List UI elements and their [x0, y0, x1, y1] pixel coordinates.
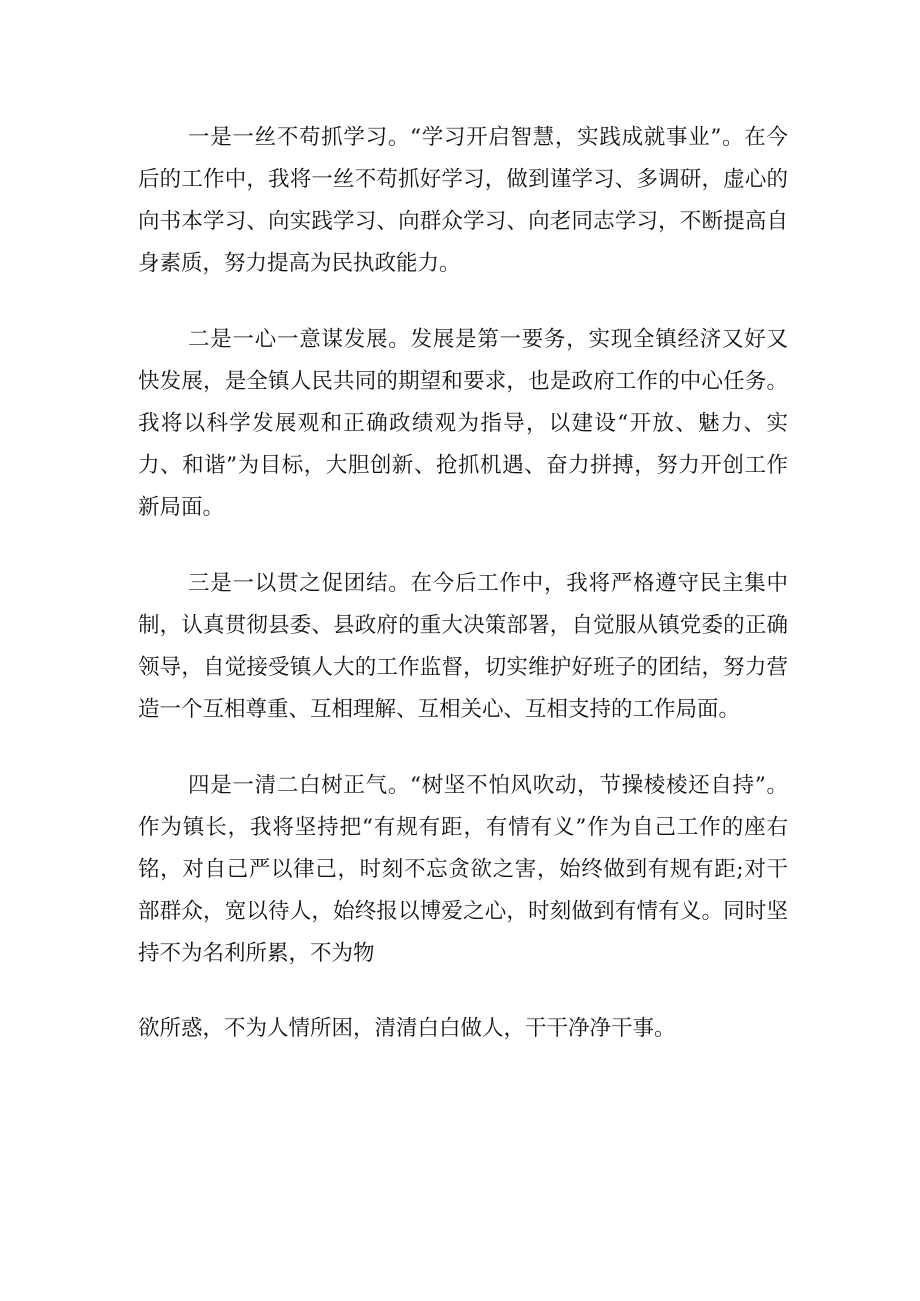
paragraph-gap: [138, 529, 788, 563]
document-body: [138, 117, 788, 1050]
paragraph-integrity: 四是一清二白树正气。“树坚不怕风吹动，节操棱棱还自持”。作为镇长，我将坚持把“有规有距，有情有义”作为自己工作的座右铭，对自己严以律己，时刻不忘贪欲之害，始终做到有规有距;对干部群众，宽以待人，始终报以博爱之心，时刻做到有情有义。同时坚持不为名利所累，不为物: [138, 773, 788, 966]
paragraph-development: 二是一心一意谋发展。发展是第一要务，实现全镇经济又好又快发展，是全镇人民共同的期望和要求，也是政府工作的中心任务。我将以科学发展观和正确政绩观为指导，以建设“开放、魅力、实力、和谐”为目标，大胆创新、抢抓机遇、奋力拼搏，努力开创工作新局面。: [138, 327, 788, 520]
paragraph-gap: [138, 285, 788, 319]
paragraph-study: 一是一丝不苟抓学习。“学习开启智慧，实践成就事业”。在今后的工作中，我将一丝不苟抓好学习，做到谨学习、多调研，虚心的向书本学习、向实践学习、向群众学习、向老同志学习，不断提高自身素质，努力提高为民执政能力。: [138, 125, 788, 276]
paragraph-gap: [138, 975, 788, 1008]
paragraph-gap: [138, 731, 788, 765]
paragraph-integrity-continued: 欲所惑，不为人情所困，清清白白做人，干干净净干事。: [138, 1016, 676, 1041]
paragraph-unity: 三是一以贯之促团结。在今后工作中，我将严格遵守民主集中制，认真贯彻县委、县政府的重大决策部署，自觉服从镇党委的正确领导，自觉接受镇人大的工作监督，切实维护好班子的团结，努力营造一个互相尊重、互相理解、互相关心、互相支持的工作局面。: [138, 571, 788, 722]
